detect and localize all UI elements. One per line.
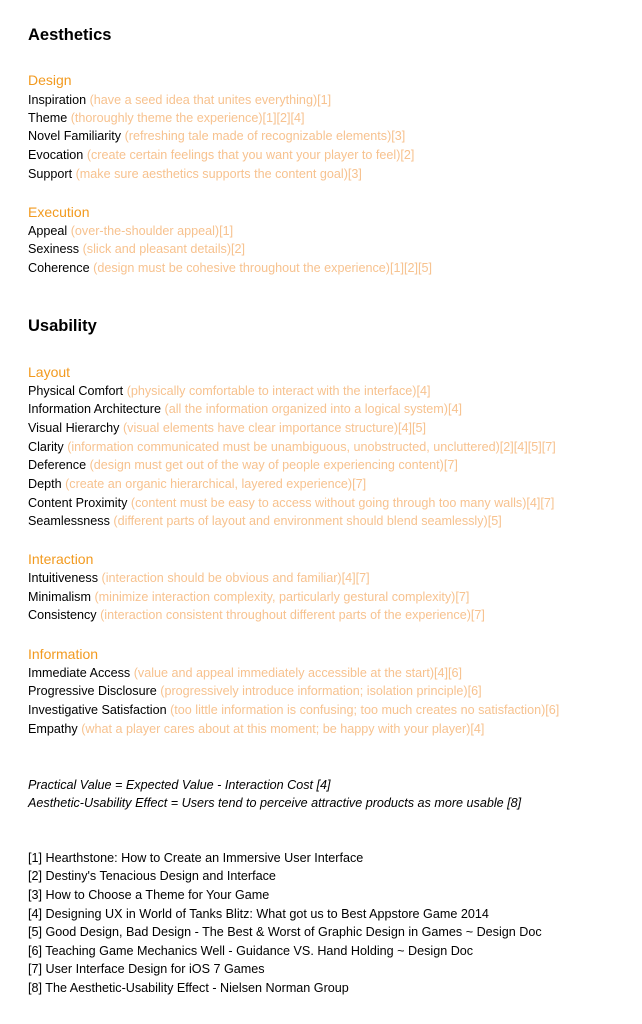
list-item	[28, 475, 366, 493]
list-item	[28, 438, 556, 456]
note: (physically comfortable to interact with the interface)[4]	[126, 384, 431, 398]
list-item	[28, 606, 485, 624]
term: Appeal	[28, 224, 68, 238]
list-item	[28, 720, 484, 738]
reference-item: [4] Designing UX in World of Tanks Blitz: What got us to Best Appstore Game 2014	[28, 907, 489, 921]
term: Clarity	[28, 440, 64, 454]
list-item	[28, 222, 233, 240]
term: Seamlessness	[28, 514, 110, 528]
note: (create certain feelings that you want your player to feel)[2]	[86, 148, 415, 162]
note: (slick and pleasant details)[2]	[82, 242, 246, 256]
term: Coherence	[28, 261, 90, 275]
subsection-heading-layout: Layout	[28, 364, 71, 380]
subsection-heading-information: Information	[28, 646, 99, 662]
list-item	[28, 456, 458, 474]
term: Empathy	[28, 722, 78, 736]
list-item	[28, 701, 559, 719]
note: (content must be easy to access without going through too many walls)[4][7]	[130, 496, 555, 510]
subsection-heading-interaction: Interaction	[28, 551, 94, 567]
term: Minimalism	[28, 590, 91, 604]
note: (design must be cohesive throughout the experience)[1][2][5]	[93, 261, 432, 275]
reference-item: [1] Hearthstone: How to Create an Immersive User Interface	[28, 851, 364, 865]
list-item	[28, 165, 362, 183]
note: (too little information is confusing; too much creates no satisfaction)[6]	[170, 703, 560, 717]
list-item	[28, 682, 482, 700]
subsection-heading-design: Design	[28, 72, 72, 88]
term: Novel Familiarity	[28, 129, 122, 143]
term: Intuitiveness	[28, 571, 99, 585]
term: Immediate Access	[28, 666, 131, 680]
list-item	[28, 664, 462, 682]
list-item	[28, 240, 245, 258]
reference-item: [3] How to Choose a Theme for Your Game	[28, 888, 270, 902]
note: (different parts of layout and environment should blend seamlessly)[5]	[113, 514, 502, 528]
term: Information Architecture	[28, 402, 161, 416]
list-item	[28, 127, 405, 145]
note: (create an organic hierarchical, layered experience)[7]	[65, 477, 367, 491]
reference-item: [2] Destiny's Tenacious Design and Interface	[28, 869, 276, 883]
note: (information communicated must be unambiguous, unobstructed, uncluttered)[2][4][5][7]	[67, 440, 556, 454]
term: Support	[28, 167, 73, 181]
note: (design must get out of the way of people experiencing content)[7]	[89, 458, 458, 472]
list-item	[28, 419, 426, 437]
term: Evocation	[28, 148, 84, 162]
note: (value and appeal immediately accessible at the start)[4][6]	[133, 666, 463, 680]
term: Theme	[28, 111, 68, 125]
note: (over-the-shoulder appeal)[1]	[70, 224, 234, 238]
reference-item: [6] Teaching Game Mechanics Well - Guidance VS. Hand Holding ~ Design Doc	[28, 944, 474, 958]
reference-item: [8] The Aesthetic-Usability Effect - Nielsen Norman Group	[28, 981, 349, 995]
note: (interaction consistent throughout different parts of the experience)[7]	[100, 608, 485, 622]
note: (interaction should be obvious and familiar)[4][7]	[101, 571, 370, 585]
list-item	[28, 146, 414, 164]
reference-item: [7] User Interface Design for iOS 7 Games	[28, 962, 265, 976]
reference-item: [5] Good Design, Bad Design - The Best & Worst of Graphic Design in Games ~ Design Doc	[28, 925, 542, 939]
list-item	[28, 109, 305, 127]
term: Visual Hierarchy	[28, 421, 120, 435]
list-item	[28, 494, 554, 512]
note: (refreshing tale made of recognizable elements)[3]	[124, 129, 406, 143]
list-item	[28, 588, 469, 606]
term: Inspiration	[28, 93, 87, 107]
term: Consistency	[28, 608, 97, 622]
formula-practical-value: Practical Value = Expected Value - Interaction Cost [4]	[28, 778, 331, 792]
list-item	[28, 91, 331, 109]
note: (visual elements have clear importance structure)[4][5]	[122, 421, 427, 435]
list-item	[28, 569, 370, 587]
note: (have a seed idea that unites everything)[1]	[89, 93, 332, 107]
list-item	[28, 259, 432, 277]
list-item	[28, 400, 462, 418]
list-item	[28, 512, 502, 530]
term: Content Proximity	[28, 496, 128, 510]
list-item	[28, 382, 430, 400]
note: (thoroughly theme the experience)[1][2][4]	[70, 111, 305, 125]
note: (progressively introduce information; isolation principle)[6]	[160, 684, 482, 698]
note: (what a player cares about at this moment; be happy with your player)[4]	[81, 722, 485, 736]
term: Deference	[28, 458, 87, 472]
note: (all the information organized into a logical system)[4]	[164, 402, 462, 416]
section-title-usability: Usability	[28, 317, 97, 335]
term: Sexiness	[28, 242, 80, 256]
term: Physical Comfort	[28, 384, 124, 398]
formula-aesthetic-usability: Aesthetic-Usability Effect = Users tend to perceive attractive products as more usable [8]	[28, 796, 522, 810]
term: Progressive Disclosure	[28, 684, 157, 698]
section-title-aesthetics: Aesthetics	[28, 26, 112, 44]
note: (minimize interaction complexity, particularly gestural complexity)[7]	[94, 590, 470, 604]
term: Depth	[28, 477, 62, 491]
term: Investigative Satisfaction	[28, 703, 167, 717]
note: (make sure aesthetics supports the content goal)[3]	[75, 167, 362, 181]
subsection-heading-execution: Execution	[28, 204, 90, 220]
